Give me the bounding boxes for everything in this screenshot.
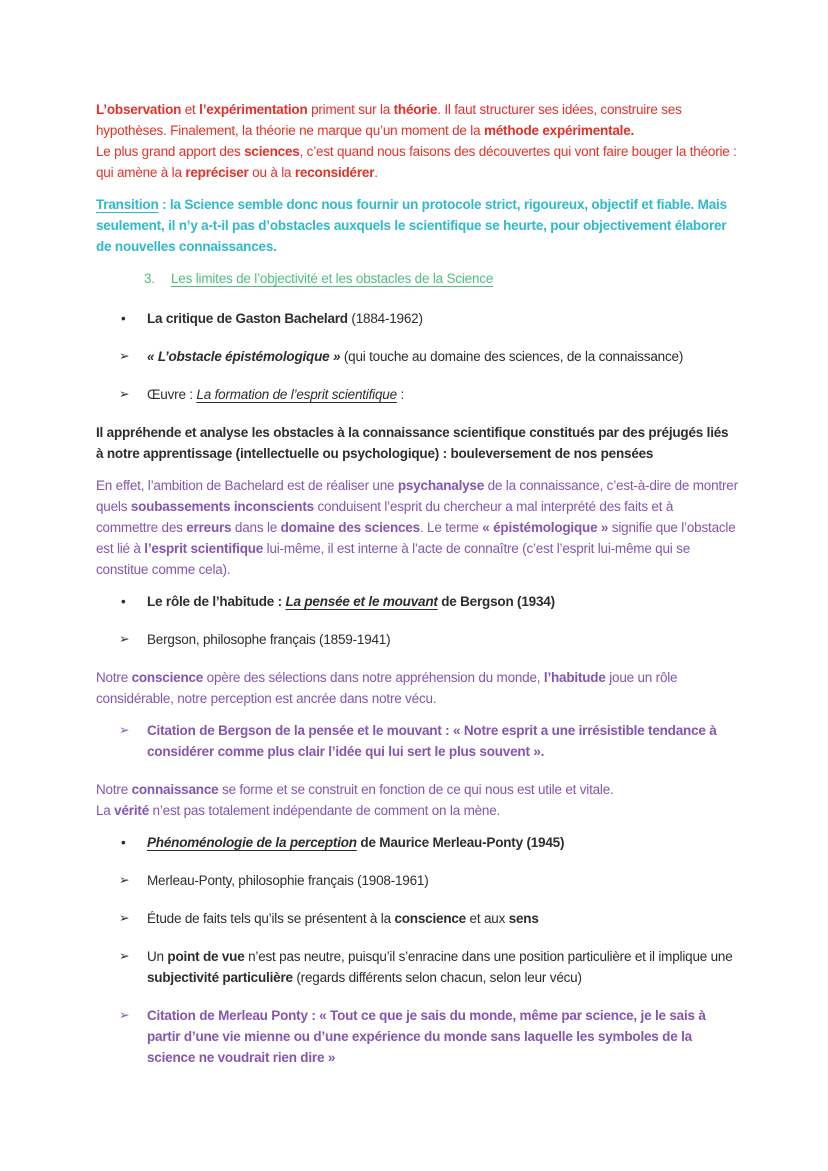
transition-paragraph	[96, 194, 738, 257]
text-run: . Le terme	[419, 520, 483, 535]
text-run: opère des sélections dans notre appréhension du monde,	[203, 670, 544, 685]
arrow-bullet-icon: ➢	[119, 911, 130, 925]
arrow-bullet-icon: ➢	[119, 1008, 130, 1022]
text-run: n’est pas totalement indépendante de comment on la mène.	[149, 803, 501, 818]
text-run: et	[181, 102, 200, 117]
arrow-etude-faits	[96, 908, 738, 929]
text-run: Citation de Merleau Ponty : « Tout ce que je sais du monde, même par science, je le sais à partir d’une vie mienne ou d’une expérience du monde sans laquelle les symboles de la science ne voudrait rien dire »	[147, 1008, 706, 1065]
bullet-bachelard	[96, 308, 738, 329]
text-run: subjectivité particulière	[147, 970, 293, 985]
text-run: joue un rôle considérable, notre perception est ancrée dans notre vécu.	[96, 670, 678, 706]
text-run: conscience	[131, 670, 204, 685]
text-run: conduisent l’esprit du chercheur a mal interprété des faits et à commettre des	[96, 499, 674, 535]
text-run: dans le	[231, 520, 281, 535]
text-run: théorie	[393, 102, 438, 117]
arrow-point-de-vue	[96, 946, 738, 988]
bergson-conscience-paragraph	[96, 667, 738, 709]
text-run: Étude de faits tels qu’ils se présentent à la	[147, 911, 395, 926]
text-run: domaine des sciences	[280, 520, 420, 535]
text-run: repréciser	[185, 165, 249, 180]
text-run: En effet, l’ambition de Bachelard est de réaliser une	[96, 478, 398, 493]
intro-paragraph	[96, 99, 738, 183]
document-page	[96, 99, 738, 1085]
text-run: l’expérimentation	[199, 102, 308, 117]
section-heading	[96, 268, 738, 289]
text-run: de la connaissance, c’est-à-dire de montrer quels	[96, 478, 738, 514]
text-run: Un	[147, 949, 168, 964]
arrow-bullet-icon: ➢	[119, 949, 130, 963]
text-run: , c’est quand nous faisons des découvertes qui vont faire bouger la théorie : qui amène à la	[96, 144, 737, 180]
text-run: Œuvre :	[147, 387, 197, 402]
text-run: .	[374, 165, 378, 180]
text-run: La	[96, 803, 115, 818]
text-run: lui-même, il est interne à l’acte de connaître (c’est l’esprit lui-même qui se constitue comme cela).	[96, 541, 691, 577]
text-run: vérité	[114, 803, 149, 818]
text-run: Citation de Bergson de la pensée et le mouvant : « Notre esprit a une irrésistible tendance à considérer comme plus clair l’idée qui lui sert le plus souvent ».	[147, 723, 717, 759]
text-run: priment sur la	[307, 102, 394, 117]
text-run: (qui touche au domaine des sciences, de la connaissance)	[340, 349, 684, 364]
text-run: ou à la	[248, 165, 295, 180]
text-run: l’esprit scientifique	[144, 541, 264, 556]
text-run: connaissance	[131, 782, 219, 797]
bullet-merleau-ponty	[96, 832, 738, 853]
text-run: Il appréhende et analyse les obstacles à la connaissance scientifique constitués par des préjugés liés à notre apprentissage (intellectuelle ou psychologique) : bouleversement de nos pensées	[96, 425, 729, 461]
text-run: « L’obstacle épistémologique »	[147, 349, 341, 364]
arrow-bullet-icon: ➢	[119, 632, 130, 646]
text-run: soubassements inconscients	[130, 499, 314, 514]
text-run: sens	[508, 911, 539, 926]
arrow-bullet-icon: ➢	[119, 723, 130, 737]
text-run: signifie que l’obstacle est lié à	[96, 520, 736, 556]
heading-number: 3.	[144, 271, 155, 286]
text-run: de Maurice Merleau-Ponty (1945)	[356, 835, 565, 850]
text-run: :	[396, 387, 404, 402]
text-run: psychanalyse	[397, 478, 485, 493]
text-run: Le rôle de l’habitude :	[147, 594, 286, 609]
text-run: La pensée et le mouvant	[285, 594, 438, 609]
text-run: Bergson, philosophe français (1859-1941)	[147, 632, 391, 647]
text-run: se forme et se construit en fonction de ce qui nous est utile et vitale.	[218, 782, 614, 797]
text-run: l’habitude	[543, 670, 606, 685]
text-run: (1884-1962)	[347, 311, 423, 326]
text-run: L’observation	[96, 102, 182, 117]
bachelard-summary-paragraph	[96, 422, 738, 464]
arrow-merleau-ponty-dates	[96, 870, 738, 891]
arrow-bergson-dates	[96, 629, 738, 650]
text-run: La formation de l’esprit scientifique	[196, 387, 397, 402]
arrow-bullet-icon: ➢	[119, 349, 130, 363]
text-run: et aux	[466, 911, 509, 926]
text-run: méthode expérimentale.	[483, 123, 635, 138]
text-run: Les limites de l’objectivité et les obstacles de la Science	[171, 271, 494, 286]
text-run: Notre	[96, 782, 132, 797]
bachelard-detail-paragraph	[96, 475, 738, 580]
bullet-icon: •	[121, 835, 126, 850]
arrow-obstacle-epistemologique	[96, 346, 738, 367]
text-run: sciences	[244, 144, 300, 159]
text-run: erreurs	[186, 520, 232, 535]
text-run: (regards différents selon chacun, selon leur vécu)	[292, 970, 582, 985]
text-run: Merleau-Ponty, philosophie français (1908-1961)	[147, 873, 429, 888]
text-run: Transition	[96, 197, 159, 212]
arrow-citation-merleau-ponty	[96, 1005, 738, 1068]
bullet-icon: •	[121, 311, 126, 326]
text-run: reconsidérer	[294, 165, 375, 180]
text-run: point de vue	[167, 949, 245, 964]
bullet-icon: •	[121, 594, 126, 609]
connaissance-paragraph	[96, 779, 738, 821]
text-run: conscience	[394, 911, 466, 926]
text-run: : la Science semble donc nous fournir un protocole strict, rigoureux, objectif et fiable. Mais seulement, il n’y a-t-il pas d’obstacles auxquels le scientifique se heurte, pour objectivement élaborer de nouvelles connaissances.	[96, 197, 727, 254]
text-run: Notre	[96, 670, 132, 685]
bullet-bergson	[96, 591, 738, 612]
text-run: Phénoménologie de la perception	[147, 835, 357, 850]
text-run: . Il faut structurer ses idées, construire ses hypothèses. Finalement, la théorie ne marque qu’un moment de la	[96, 102, 682, 138]
arrow-citation-bergson	[96, 720, 738, 762]
arrow-bullet-icon: ➢	[119, 387, 130, 401]
arrow-bullet-icon: ➢	[119, 873, 130, 887]
text-run: « épistémologique »	[482, 520, 609, 535]
text-run: La critique de Gaston Bachelard	[147, 311, 348, 326]
text-run: n’est pas neutre, puisqu’il s’enracine dans une position particulière et il implique une	[244, 949, 733, 964]
text-run: Le plus grand apport des	[96, 144, 245, 159]
arrow-oeuvre	[96, 384, 738, 405]
text-run: de Bergson (1934)	[437, 594, 555, 609]
